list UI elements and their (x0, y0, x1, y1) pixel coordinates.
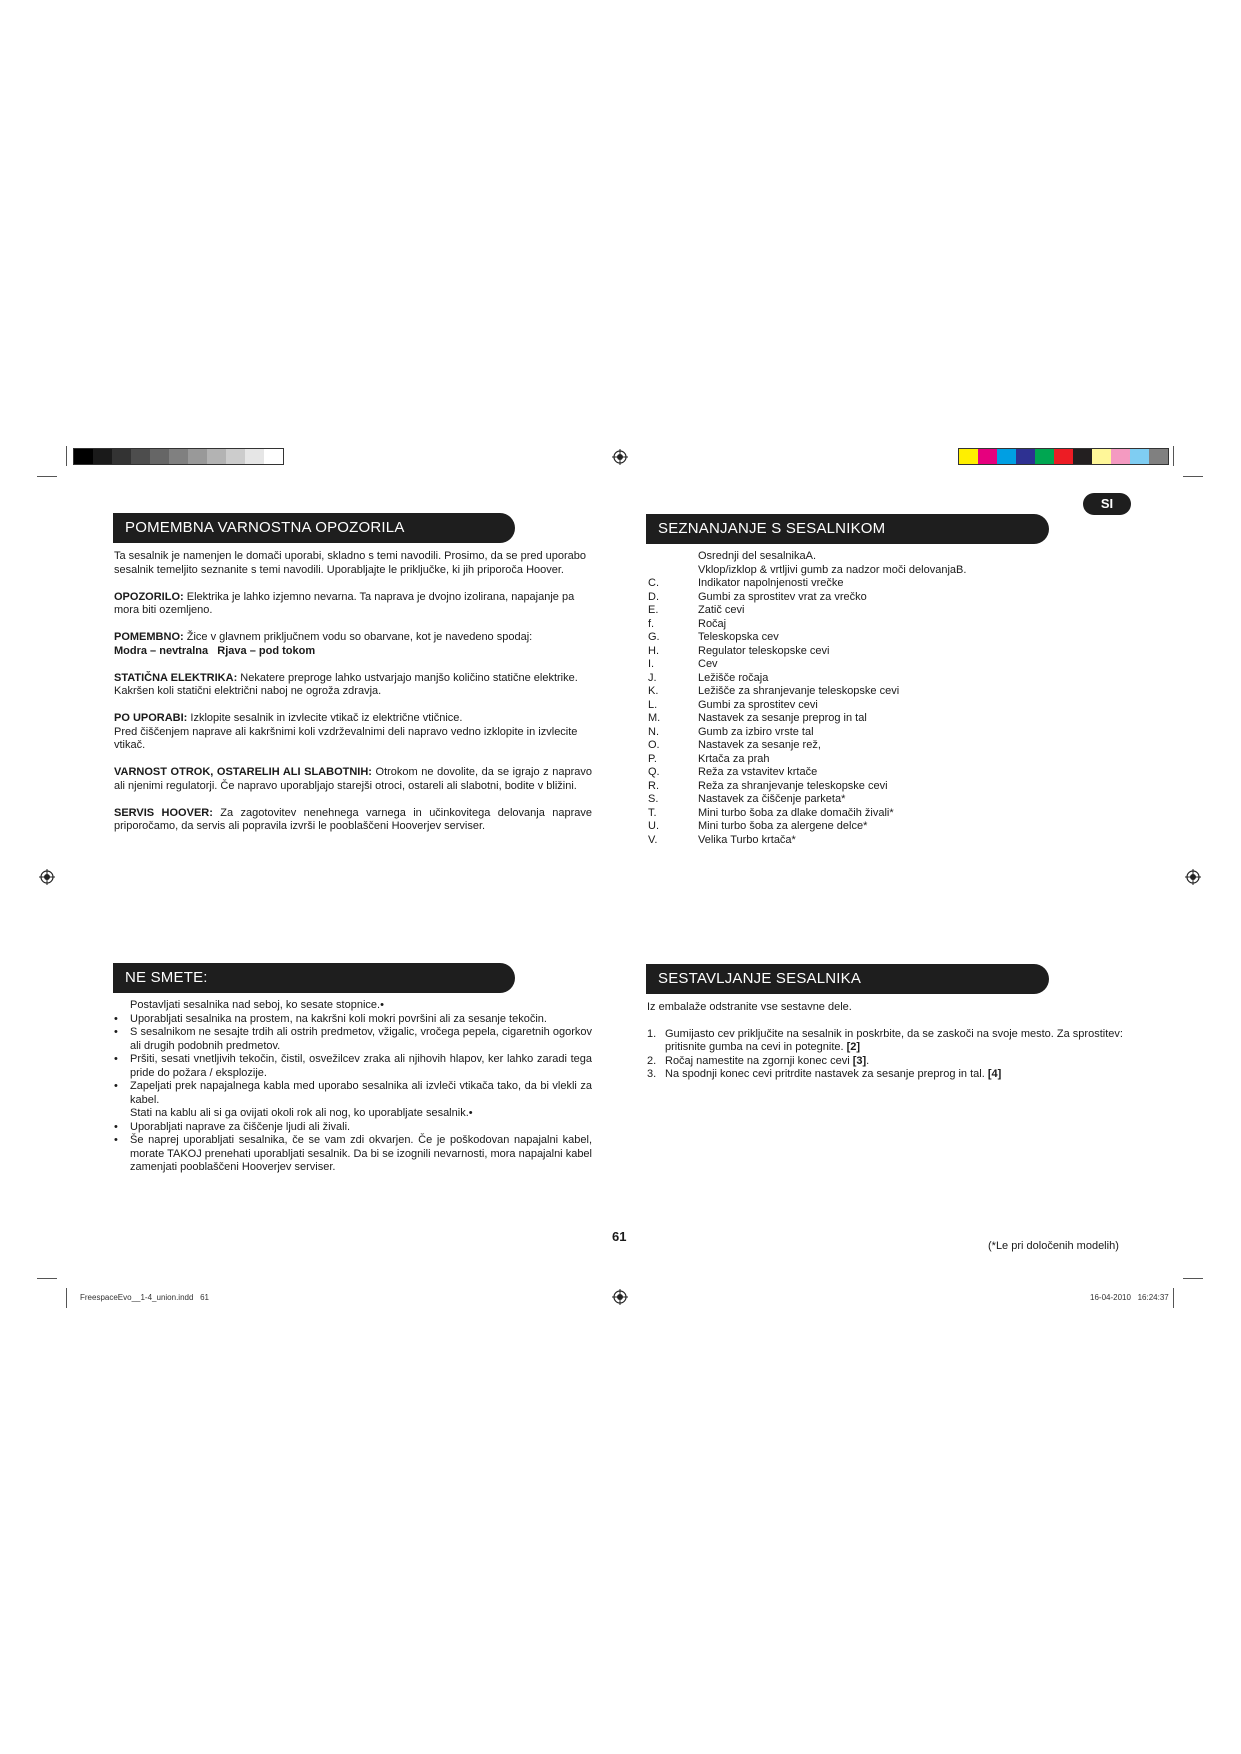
page-number: 61 (612, 1229, 627, 1244)
dont-list-item: • Zapeljati prek napajalnega kabla med uporabo sesalnika ali izvleči vtikača tako, da bi vlekli za kabel. (114, 1080, 592, 1107)
color-swatch (112, 449, 131, 464)
part-letter: I. (648, 658, 655, 670)
part-letter: D. (648, 590, 659, 603)
after-use-text-2: Pred čiščenjem naprave ali kakršnimi koli vzdrževalnimi deli napravo vedno izklopite in izvlecite vtikač. (114, 725, 578, 751)
section-header-dont: NE SMETE: (113, 963, 515, 993)
part-letter (648, 550, 698, 564)
important-text: Žice v glavnem priključnem vodu so obarvane, kot je navedeno spodaj: (183, 631, 533, 643)
step-text: Na spodnji konec cevi pritrdite nastavek za sesanje preprog in tal. (665, 1068, 985, 1080)
assembly-step (647, 1028, 1137, 1055)
dont-list-item: • Uporabljati naprave za čiščenje ljudi ali živali. (114, 1121, 592, 1135)
part-name: Nastavek za sesanje preprog in tal (698, 712, 867, 724)
part-letter: P. (648, 752, 657, 765)
step-number: 3. (647, 1068, 657, 1080)
parts-list-item (648, 577, 966, 591)
parts-list-item (648, 793, 966, 807)
crop-mark (1183, 1278, 1203, 1279)
part-name: Nastavek za sesanje rež, (698, 739, 821, 751)
color-swatch (188, 449, 207, 464)
part-letter: H. (648, 644, 659, 657)
part-name: Osrednji del sesalnikaA. (698, 550, 817, 562)
children-text: Otrokom ne dovolite, da se igrajo z napravo ali njenimi regulatorji. Če napravo uporabljajo starejši otroci, ostareli ali slabotni, bodite v bližini. (114, 766, 592, 792)
part-name: Gumbi za sprostitev vrat za vrečko (698, 590, 867, 603)
language-badge: SI (1083, 493, 1131, 515)
color-swatch (1111, 449, 1130, 464)
model-footnote: (*Le pri določenih modelih) (988, 1240, 1119, 1252)
parts-list-item (648, 726, 966, 740)
part-name: Krtača za prah (698, 752, 770, 765)
color-swatch (1092, 449, 1111, 464)
crop-mark (1173, 1288, 1174, 1308)
dont-list-item: • Še naprej uporabljati sesalnika, če se vam zdi okvarjen. Če je poškodovan napajalni kabel, morate TAKOJ prenehati uporabljati sesalnik. Da bi se izognili nevarnosti, mora napajalni kabel zamenjati pooblaščeni Hooverjev serviser. (114, 1134, 592, 1175)
parts-list-item (648, 685, 966, 699)
date-slug: 16-04-2010 16:24:37 (1090, 1293, 1169, 1302)
step-text: Ročaj namestite na zgornji konec cevi (665, 1054, 850, 1067)
step-figure-ref: [2] (846, 1041, 861, 1053)
parts-list-item (648, 780, 966, 794)
warning-text: Elektrika je lahko izjemno nevarna. Ta naprava je dvojno izolirana, napajanje pa mora biti ozemljeno. (114, 590, 575, 616)
assembly-steps (647, 1028, 1137, 1082)
service-text: Za zagotovitev nenehnega varnega in učinkovitega delovanja naprave priporočamo, da servis ali popravila izvrši le pooblaščeni Hooverjev serviser. (114, 806, 592, 832)
parts-list-item (648, 604, 966, 618)
warning-label: OPOZORILO: (114, 590, 184, 603)
crop-mark (1173, 446, 1174, 466)
color-swatch (1016, 449, 1035, 464)
assembly-step (647, 1068, 1137, 1082)
safety-intro: Ta sesalnik je namenjen le domači uporabi, skladno s temi navodili. Prosimo, da se pred uporabo sesalnik temeljito seznanite s temi navodili. Uporabljajte le priključke, ki jih priporoča Hoover. (114, 550, 587, 576)
part-letter: R. (648, 779, 659, 792)
part-letter: f. (648, 617, 655, 630)
part-name: Reža za shranjevanje teleskopske cevi (698, 779, 888, 792)
service-label: SERVIS HOOVER: (114, 806, 213, 819)
dont-list-wrap (114, 999, 592, 1175)
static-text: Nekatere preproge lahko ustvarjajo manjšo količino statične elektrike. Kakršen koli statični električni naboj ne ogroža zdravja. (114, 671, 578, 697)
color-swatch (1035, 449, 1054, 464)
step-text: Gumijasto cev priključite na sesalnik in poskrbite, da se zaskoči na svoje mesto. Za sprostitev: pritisnite gumba na cevi in potegnite. (665, 1027, 1123, 1053)
after-use-label: PO UPORABI: (114, 712, 188, 724)
dont-list (114, 999, 592, 1175)
assembly-step: 2. Ročaj namestite na zgornji konec cevi [3]. (647, 1054, 870, 1067)
color-swatch (997, 449, 1016, 464)
part-letter: J. (648, 671, 657, 684)
step-figure-ref: [4] (987, 1068, 1002, 1080)
color-swatch (1073, 449, 1092, 464)
parts-list-item (648, 753, 966, 767)
part-letter (648, 564, 698, 578)
step-number: 1. (647, 1027, 657, 1040)
section-header-parts: SEZNANJANJE S SESALNIKOM (646, 514, 1049, 544)
part-letter: L. (648, 698, 658, 711)
important-paragraph (114, 631, 592, 658)
important-label: POMEMBNO: (114, 631, 184, 643)
parts-list-item (648, 807, 966, 821)
part-name: Ročaj (698, 617, 727, 630)
safety-section-body (114, 550, 592, 847)
crop-mark (1183, 476, 1203, 477)
parts-list-item (648, 591, 966, 605)
part-letter: T. (648, 806, 657, 819)
color-swatch (1130, 449, 1149, 464)
registration-mark-icon (612, 449, 628, 465)
part-name: Indikator napolnjenosti vrečke (698, 577, 844, 589)
part-letter: O. (648, 739, 660, 751)
color-swatch (74, 449, 93, 464)
color-swatch (245, 449, 264, 464)
part-name: Mini turbo šoba za alergene delce* (698, 820, 868, 832)
parts-list-item (648, 645, 966, 659)
parts-list-item (648, 564, 966, 578)
registration-mark-icon (612, 1289, 628, 1305)
grayscale-color-bar (73, 448, 284, 465)
crop-mark (66, 446, 67, 466)
part-letter: K. (648, 685, 659, 697)
part-letter: C. (648, 577, 659, 589)
dont-list-item: Stati na kablu ali si ga ovijati okoli rok ali nog, ko uporabljate sesalnik.• (130, 1107, 473, 1119)
color-swatch (959, 449, 978, 464)
static-label: STATIČNA ELEKTRIKA: (114, 671, 238, 684)
part-name: Cev (698, 658, 718, 670)
part-name: Ležišče ročaja (698, 671, 769, 684)
children-label: VARNOST OTROK, OSTARELIH ALI SLABOTNIH: (114, 766, 372, 778)
part-letter: G. (648, 631, 660, 643)
part-name: Regulator teleskopske cevi (698, 644, 830, 657)
crop-mark (37, 1278, 57, 1279)
registration-mark-icon (39, 869, 55, 885)
parts-list-item (648, 631, 966, 645)
color-swatch (131, 449, 150, 464)
part-name: Velika Turbo krtača* (698, 833, 796, 846)
part-name: Gumbi za sprostitev cevi (698, 698, 818, 711)
section-header-assembly: SESTAVLJANJE SESALNIKA (646, 964, 1049, 994)
parts-list-item (648, 739, 966, 753)
parts-list-item (648, 618, 966, 632)
warning-paragraph (114, 591, 592, 618)
crop-mark (37, 476, 57, 477)
parts-list-item (648, 834, 966, 848)
part-name: Mini turbo šoba za dlake domačih živali* (698, 806, 894, 819)
registration-mark-icon (1185, 869, 1201, 885)
dont-list-item: • Pršiti, sesati vnetljivih tekočin, čistil, osvežilcev zraka ali njihovih hlapov, ker lahko zaradi tega pride do požara / eksplozije. (114, 1053, 592, 1080)
color-swatch (978, 449, 997, 464)
service-paragraph (114, 807, 592, 834)
step-number: 2. (647, 1054, 657, 1067)
part-name: Reža za vstavitev krtače (698, 766, 818, 778)
file-slug: FreespaceEvo__1-4_union.indd 61 (80, 1293, 209, 1302)
parts-list-item (648, 672, 966, 686)
parts-list-item (648, 820, 966, 834)
part-name: Nastavek za čiščenje parketa* (698, 793, 846, 805)
color-swatch (1054, 449, 1073, 464)
color-swatch (226, 449, 245, 464)
part-name: Vklop/izklop & vrtljivi gumb za nadzor moči delovanjaB. (698, 563, 967, 576)
cmyk-color-bar (958, 448, 1169, 465)
dont-list-item: • S sesalnikom ne sesajte trdih ali ostrih predmetov, vžigalic, vročega pepela, cigaretnih ogorkov ali drugih podobnih predmetov. (114, 1026, 592, 1053)
parts-list-item (648, 550, 966, 564)
part-name: Ležišče za shranjevanje teleskopske cevi (698, 685, 900, 697)
after-use-text: Izklopite sesalnik in izvlecite vtikač iz električne vtičnice. (187, 712, 463, 724)
color-swatch (150, 449, 169, 464)
dont-list-item: Postavljati sesalnika nad seboj, ko sesate stopnice.• (130, 999, 384, 1011)
part-letter: E. (648, 604, 659, 616)
after-use-paragraph (114, 712, 592, 753)
part-letter: Q. (648, 766, 660, 778)
assembly-intro: Iz embalaže odstranite vse sestavne dele. (647, 1001, 852, 1013)
parts-list-item (648, 712, 966, 726)
section-header-safety: POMEMBNA VARNOSTNA OPOZORILA (113, 513, 515, 543)
wire-colors: Modra – nevtralna Rjava – pod tokom (114, 644, 316, 657)
children-paragraph (114, 766, 592, 793)
crop-mark (66, 1288, 67, 1308)
part-name: Teleskopska cev (698, 631, 779, 643)
dont-list-item: • Uporabljati sesalnika na prostem, na kakršni koli mokri površini ali za sesanje tekočin. (114, 1013, 592, 1027)
color-swatch (264, 449, 283, 464)
part-letter: M. (648, 712, 661, 724)
parts-list-item (648, 658, 966, 672)
part-name: Gumb za izbiro vrste tal (698, 725, 814, 738)
parts-list (648, 550, 966, 847)
part-letter: N. (648, 725, 659, 738)
color-swatch (169, 449, 188, 464)
part-letter: S. (648, 793, 659, 805)
part-letter: U. (648, 820, 659, 832)
part-name: Zatič cevi (698, 604, 745, 616)
step-figure-ref: [3] (852, 1054, 867, 1067)
parts-list-item (648, 766, 966, 780)
color-swatch (93, 449, 112, 464)
assembly-section-body (647, 1001, 1137, 1082)
color-swatch (1149, 449, 1168, 464)
parts-list-item (648, 699, 966, 713)
part-letter: V. (648, 833, 658, 846)
color-swatch (207, 449, 226, 464)
static-paragraph (114, 672, 592, 699)
